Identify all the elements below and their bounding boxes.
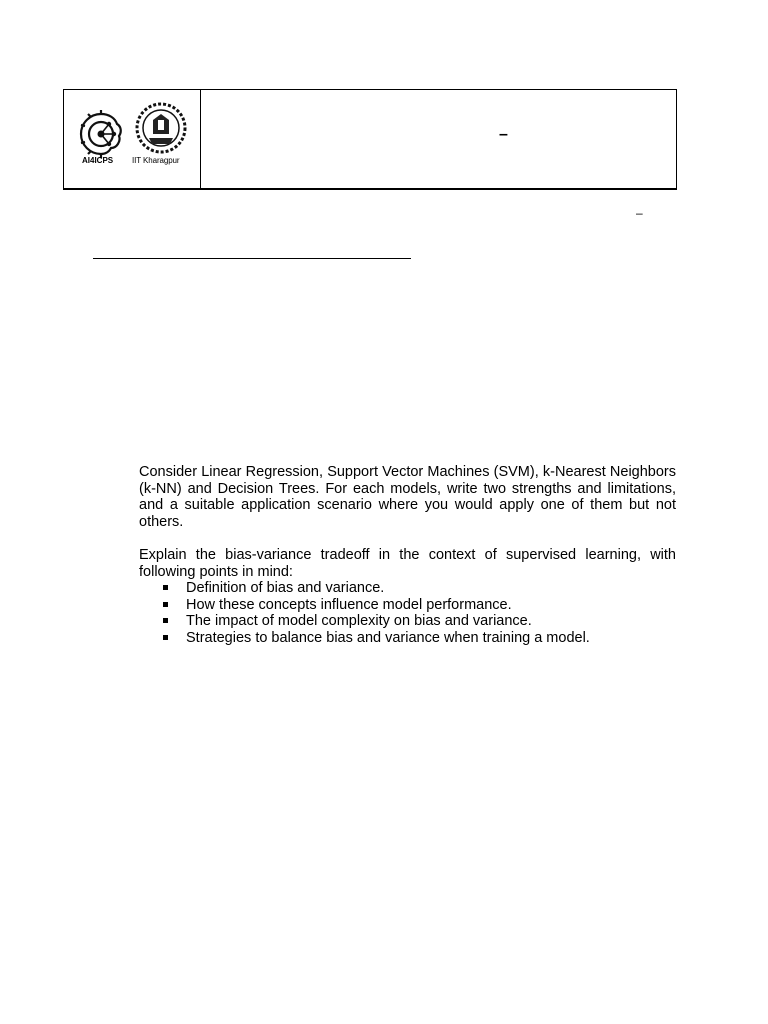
gear-brain-icon (74, 104, 128, 164)
header-box (63, 89, 677, 190)
iit-emblem-icon (134, 100, 188, 160)
question-2-points (139, 580, 676, 646)
logo-caption-ai4icps: AI4ICPS (82, 156, 114, 165)
header-dash: – (499, 126, 508, 143)
bullet-icon (163, 602, 168, 607)
underline-rule (93, 258, 411, 259)
logo-cell (64, 90, 201, 188)
question-2-intro: Explain the bias-variance tradeoff in the context of supervised learning, with following points in mind: (139, 547, 676, 580)
logo-caption-iit: IIT Kharagpur (132, 156, 180, 165)
list-item: The impact of model complexity on bias and variance. (139, 613, 676, 630)
question-1: Consider Linear Regression, Support Vector Machines (SVM), k-Nearest Neighbors (k-NN) and Decision Trees. For each models, write two strengths and limitations, and a suitable application scenario where you would apply one of them but not others. (139, 464, 676, 530)
list-item: Definition of bias and variance. (139, 580, 676, 597)
bullet-icon (163, 635, 168, 640)
list-item: Strategies to balance bias and variance when training a model. (139, 630, 676, 647)
bullet-icon (163, 585, 168, 590)
questions-section (139, 464, 676, 646)
bullet-icon (163, 618, 168, 623)
subheader-dash: – (636, 206, 643, 220)
list-item: How these concepts influence model performance. (139, 597, 676, 614)
